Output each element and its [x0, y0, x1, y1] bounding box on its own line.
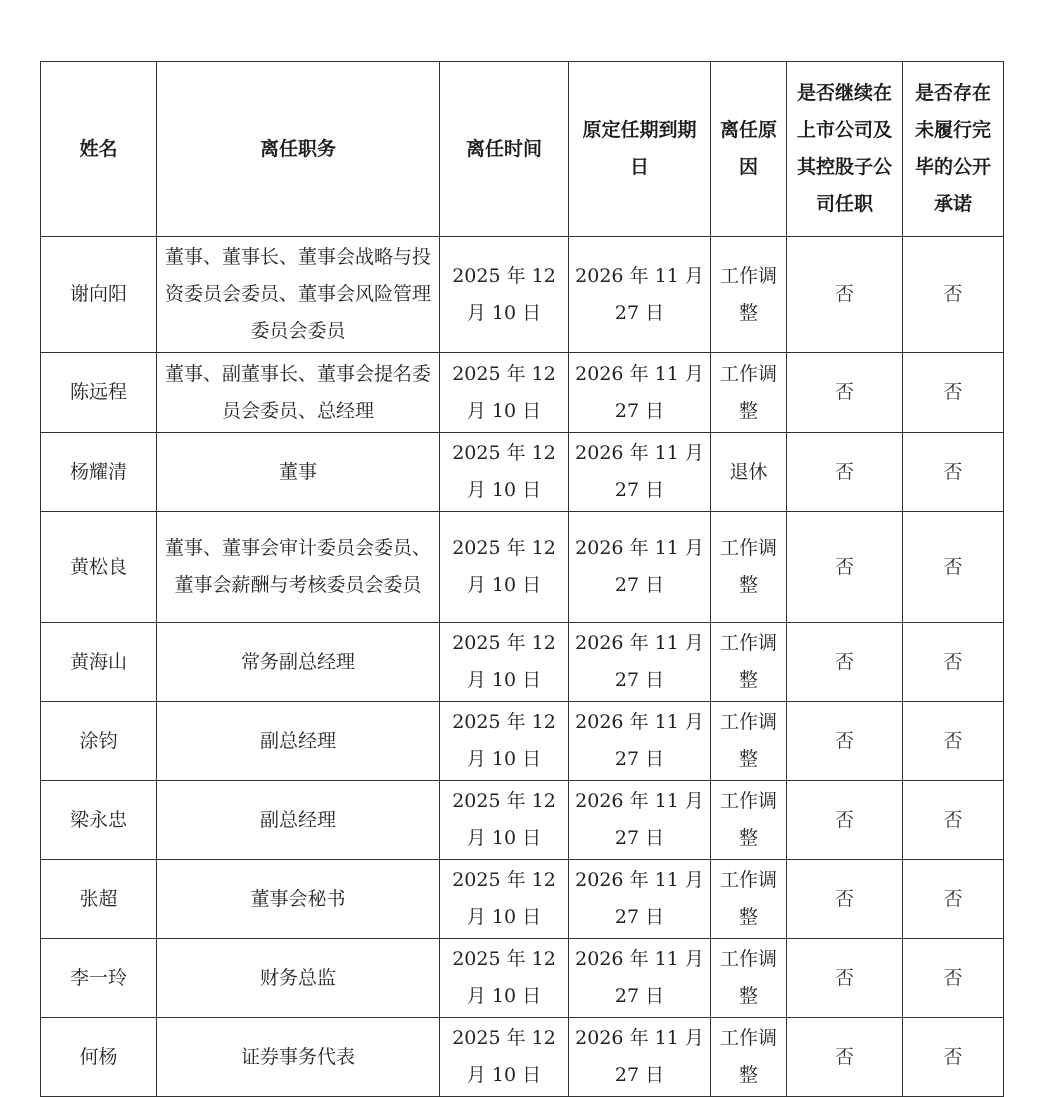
cell-name: 李一玲 [41, 939, 157, 1018]
cell-name: 何杨 [41, 1018, 157, 1097]
cell-name: 黄海山 [41, 623, 157, 702]
table-row [41, 512, 1004, 623]
cell-position: 董事、副董事长、董事会提名委员会委员、总经理 [157, 353, 440, 433]
table-row [41, 623, 1004, 702]
cell-position: 董事、董事长、董事会战略与投资委员会委员、董事会风险管理委员会委员 [157, 237, 440, 353]
cell-leave-date: 2025 年 12 月 10 日 [440, 1018, 569, 1097]
cell-reason: 工作调整 [711, 702, 787, 781]
table-row [41, 353, 1004, 433]
cell-name: 谢向阳 [41, 237, 157, 353]
cell-leave-date: 2025 年 12 月 10 日 [440, 433, 569, 512]
cell-continue-role: 否 [787, 512, 903, 623]
cell-commitment: 否 [903, 623, 1004, 702]
cell-commitment: 否 [903, 702, 1004, 781]
cell-name: 梁永忠 [41, 781, 157, 860]
cell-continue-role: 否 [787, 237, 903, 353]
cell-commitment: 否 [903, 237, 1004, 353]
cell-term-end: 2026 年 11 月 27 日 [569, 623, 711, 702]
cell-leave-date: 2025 年 12 月 10 日 [440, 353, 569, 433]
cell-commitment: 否 [903, 433, 1004, 512]
cell-continue-role: 否 [787, 939, 903, 1018]
cell-name: 陈远程 [41, 353, 157, 433]
cell-continue-role: 否 [787, 623, 903, 702]
header-position: 离任职务 [157, 62, 440, 237]
cell-term-end: 2026 年 11 月 27 日 [569, 433, 711, 512]
cell-term-end: 2026 年 11 月 27 日 [569, 1018, 711, 1097]
cell-term-end: 2026 年 11 月 27 日 [569, 237, 711, 353]
cell-commitment: 否 [903, 1018, 1004, 1097]
cell-position: 董事会秘书 [157, 860, 440, 939]
cell-commitment: 否 [903, 939, 1004, 1018]
cell-reason: 工作调整 [711, 860, 787, 939]
table-row [41, 939, 1004, 1018]
table-row [41, 702, 1004, 781]
table-header-row [41, 62, 1004, 237]
cell-reason: 工作调整 [711, 781, 787, 860]
table-row [41, 237, 1004, 353]
cell-commitment: 否 [903, 860, 1004, 939]
cell-leave-date: 2025 年 12 月 10 日 [440, 512, 569, 623]
cell-reason: 退休 [711, 433, 787, 512]
cell-commitment: 否 [903, 781, 1004, 860]
resignation-table [40, 61, 1004, 1097]
cell-reason: 工作调整 [711, 353, 787, 433]
table-row [41, 781, 1004, 860]
header-commitment: 是否存在未履行完毕的公开承诺 [903, 62, 1004, 237]
cell-leave-date: 2025 年 12 月 10 日 [440, 237, 569, 353]
table-row [41, 860, 1004, 939]
cell-position: 董事、董事会审计委员会委员、董事会薪酬与考核委员会委员 [157, 512, 440, 623]
cell-continue-role: 否 [787, 781, 903, 860]
cell-position: 财务总监 [157, 939, 440, 1018]
cell-position: 常务副总经理 [157, 623, 440, 702]
cell-reason: 工作调整 [711, 512, 787, 623]
cell-reason: 工作调整 [711, 939, 787, 1018]
cell-continue-role: 否 [787, 1018, 903, 1097]
cell-continue-role: 否 [787, 702, 903, 781]
cell-continue-role: 否 [787, 433, 903, 512]
cell-leave-date: 2025 年 12 月 10 日 [440, 623, 569, 702]
cell-leave-date: 2025 年 12 月 10 日 [440, 939, 569, 1018]
cell-leave-date: 2025 年 12 月 10 日 [440, 860, 569, 939]
cell-leave-date: 2025 年 12 月 10 日 [440, 702, 569, 781]
header-name: 姓名 [41, 62, 157, 237]
cell-continue-role: 否 [787, 860, 903, 939]
header-leave-date: 离任时间 [440, 62, 569, 237]
cell-position: 副总经理 [157, 702, 440, 781]
cell-term-end: 2026 年 11 月 27 日 [569, 702, 711, 781]
cell-name: 杨耀清 [41, 433, 157, 512]
table-row [41, 1018, 1004, 1097]
cell-reason: 工作调整 [711, 623, 787, 702]
cell-term-end: 2026 年 11 月 27 日 [569, 512, 711, 623]
header-continue-role: 是否继续在上市公司及其控股子公司任职 [787, 62, 903, 237]
header-reason: 离任原因 [711, 62, 787, 237]
cell-name: 张超 [41, 860, 157, 939]
cell-name: 黄松良 [41, 512, 157, 623]
header-term-end: 原定任期到期日 [569, 62, 711, 237]
cell-term-end: 2026 年 11 月 27 日 [569, 353, 711, 433]
cell-term-end: 2026 年 11 月 27 日 [569, 781, 711, 860]
cell-position: 董事 [157, 433, 440, 512]
cell-reason: 工作调整 [711, 1018, 787, 1097]
cell-commitment: 否 [903, 353, 1004, 433]
cell-continue-role: 否 [787, 353, 903, 433]
cell-name: 涂钧 [41, 702, 157, 781]
cell-reason: 工作调整 [711, 237, 787, 353]
cell-commitment: 否 [903, 512, 1004, 623]
cell-leave-date: 2025 年 12 月 10 日 [440, 781, 569, 860]
cell-position: 证券事务代表 [157, 1018, 440, 1097]
cell-term-end: 2026 年 11 月 27 日 [569, 939, 711, 1018]
cell-position: 副总经理 [157, 781, 440, 860]
cell-term-end: 2026 年 11 月 27 日 [569, 860, 711, 939]
table-row [41, 433, 1004, 512]
